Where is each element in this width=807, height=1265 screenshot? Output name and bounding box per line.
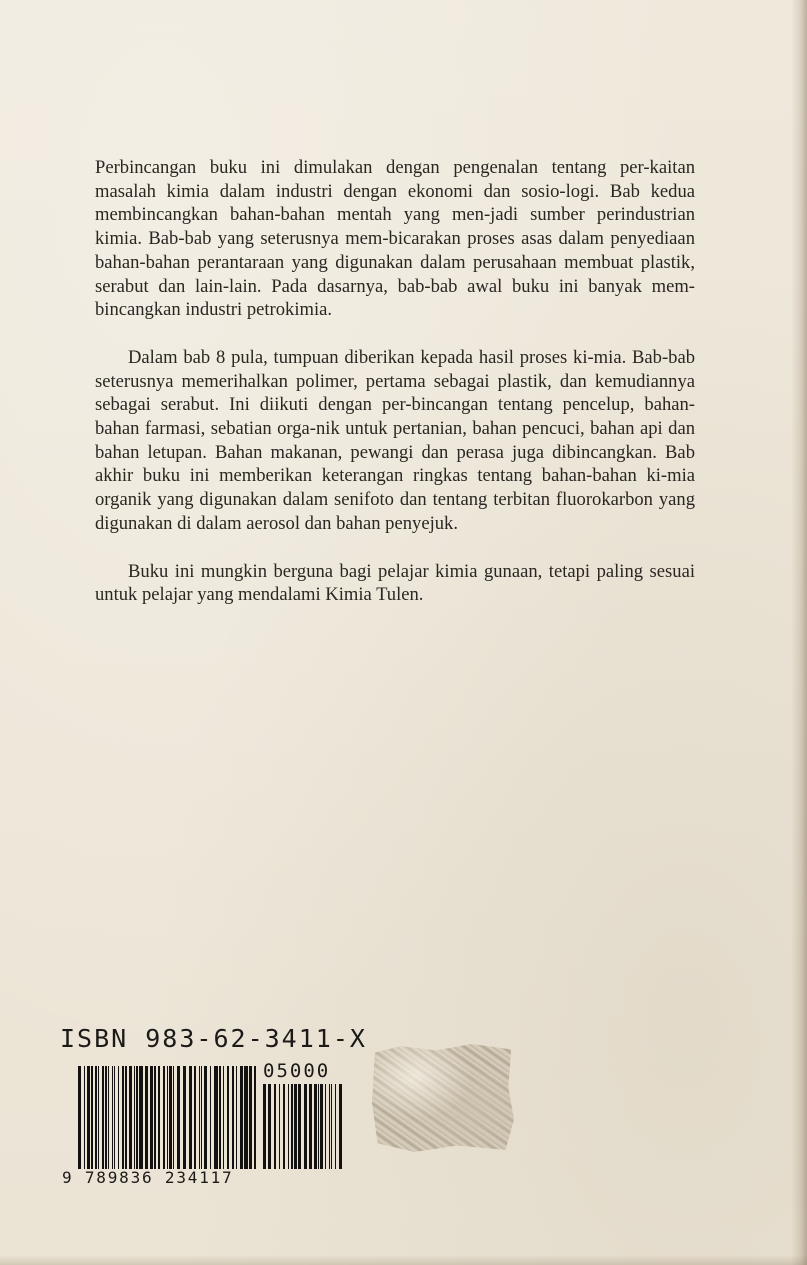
cover-bottom-shadow — [0, 1255, 807, 1265]
isbn-label: ISBN 983-62-3411-X — [60, 1024, 367, 1053]
cover-edge-shadow — [791, 0, 807, 1265]
cover-blurb — [95, 156, 695, 631]
blurb-paragraph-2: Dalam bab 8 pula, tumpuan diberikan kepada hasil proses ki-mia. Bab-bab seterusnya memerihalkan polimer, pertama sebagai plastik, dan kemudiannya sebagai serabut. Ini diikuti dengan per-bincangan tentang pencelup, bahan-bahan farmasi, sebatian orga-nik untuk pertanian, bahan pencuci, bahan api dan bahan letupan. Bahan makanan, pewangi dan perasa juga dibincangkan. Bab akhir buku ini memberikan keterangan ringkas tentang bahan-bahan ki-mia organik yang digunakan dalam senifoto dan tentang terbitan fluorokarbon yang digunakan di dalam aerosol dan bahan penyejuk. — [95, 346, 695, 534]
barcode-bars-addon — [263, 1084, 342, 1169]
barcode-addon-digits: 05000 — [263, 1060, 331, 1082]
barcode-ean-digits: 9 789836 234117 — [62, 1168, 234, 1187]
blurb-paragraph-3: Buku ini mungkin berguna bagi pelajar kimia gunaan, tetapi paling sesuai untuk pelajar yang mendalami Kimia Tulen. — [95, 560, 695, 606]
barcode-bars-main — [78, 1066, 256, 1169]
torn-sticker-residue — [372, 1044, 514, 1152]
blurb-paragraph-1: Perbincangan buku ini dimulakan dengan pengenalan tentang per-kaitan masalah kimia dalam industri dengan ekonomi dan sosio-logi. Bab kedua membincangkan bahan-bahan mentah yang men-jadi sumber perindustrian kimia. Bab-bab yang seterusnya mem-bicarakan proses asas dalam penyediaan bahan-bahan perantaraan yang digunakan dalam perusahaan membuat plastik, serabut dan lain-lain. Pada dasarnya, bab-bab awal buku ini banyak mem-bincangkan industri petrokimia. — [95, 157, 695, 321]
